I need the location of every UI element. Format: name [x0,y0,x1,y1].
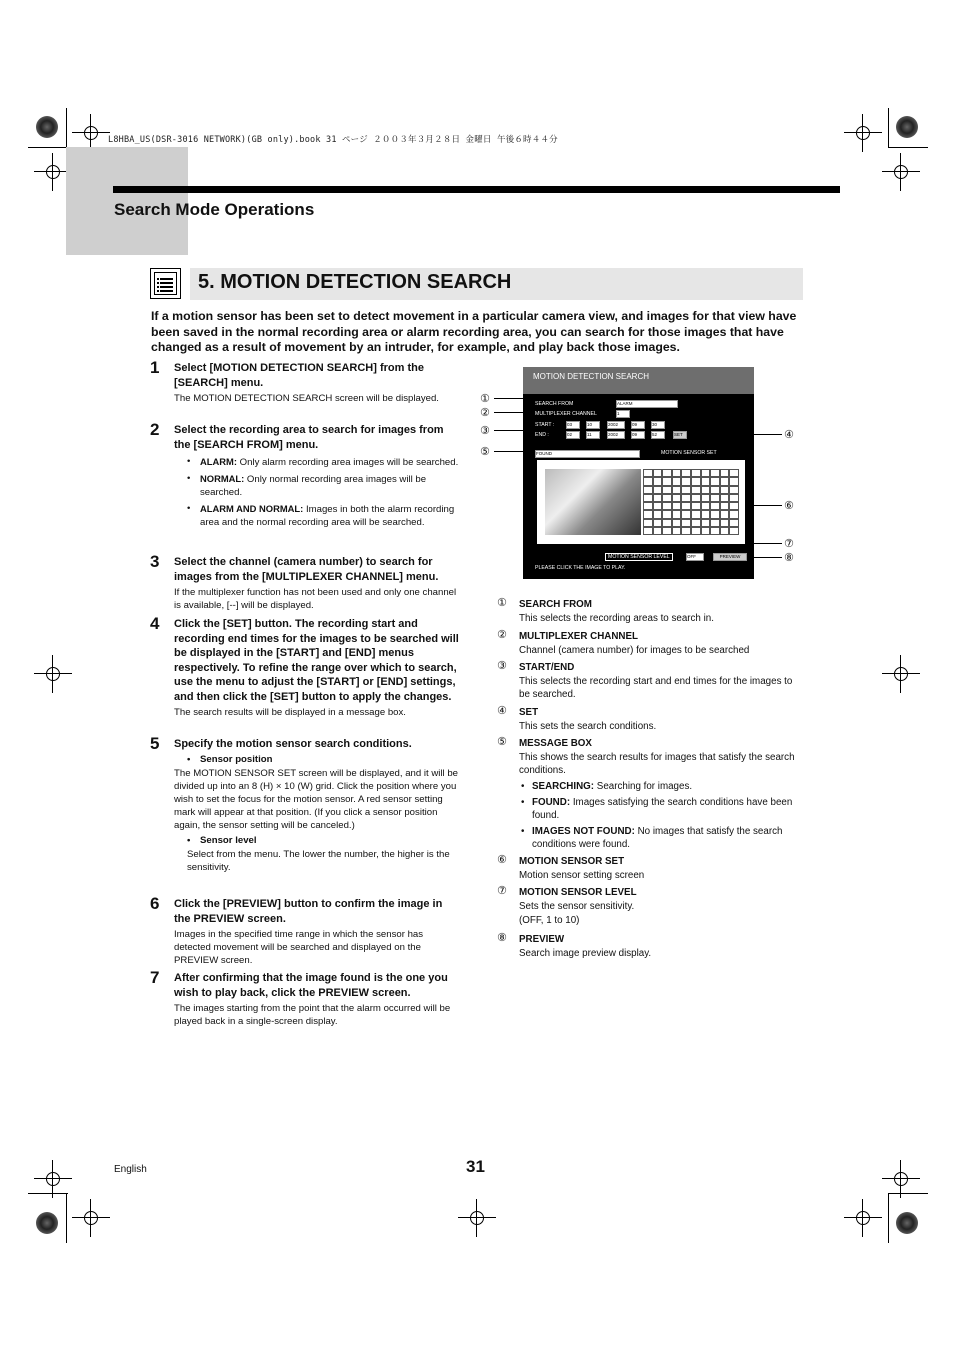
sensor-cell[interactable] [701,486,711,494]
step-3 [150,552,460,612]
sensor-cell[interactable] [691,469,701,477]
step-heading: Click the [PREVIEW] button to confirm the image in the PREVIEW screen. [174,898,443,925]
sensor-cell[interactable] [681,469,691,477]
preview-button[interactable]: PREVIEW [713,553,747,561]
end-label: END : [535,432,549,438]
step-heading: Click the [SET] button. The recording start and recording end times for the images to be searched will be displayed in the [START] and [END] menus respectively. To refine the range over which to search, use the menu to adjust the [START] or [END] settings, and then click the [SET] button to apply the changes. [174,618,459,703]
sensor-cell[interactable] [643,469,653,477]
sensor-cell[interactable] [701,519,711,527]
sensor-cell[interactable] [691,519,701,527]
step-body: The images starting from the point that the alarm occurred will be played back in a single-screen display. [174,1003,451,1027]
crosshair-mark-icon [890,161,912,183]
sensor-cell[interactable] [691,527,701,535]
legend-item: ⑤ MESSAGE BOX This shows the search results for images that satisfy the search conditions. • SEARCHING: Searching for images. • FOUND: Images satisfying the search conditions have been found. • IMAGES NOT FOUND: No images that satisfy the search conditions were found. [497,737,817,851]
callout-1: ① [480,393,490,405]
sensor-cell[interactable] [662,469,672,477]
sensor-cell[interactable] [729,494,739,502]
sensor-cell[interactable] [691,494,701,502]
callout-line [754,543,782,544]
callout-8: ⑧ [784,552,794,564]
sensor-cell[interactable] [710,486,720,494]
sensor-cell[interactable] [662,494,672,502]
step-heading: Select the channel (camera number) to search for images from the [MULTIPLEXER CHANNEL] menu. [174,556,439,583]
callout-6: ⑥ [784,500,794,512]
crosshair-mark-icon [42,1168,64,1190]
sensor-cell[interactable] [653,510,663,518]
callout-7: ⑦ [784,538,794,550]
legend-item: ① SEARCH FROM This selects the recording areas to search in. [497,597,714,624]
start-field[interactable]: 30 [651,421,665,429]
sensor-cell[interactable] [643,486,653,494]
sensor-cell[interactable] [643,502,653,510]
sensor-cell[interactable] [672,469,682,477]
message-box: FOUND [535,450,640,458]
sensor-cell[interactable] [701,477,711,485]
sensor-cell[interactable] [691,502,701,510]
sub-heading: • Sensor level [187,835,460,846]
sensor-cell[interactable] [672,527,682,535]
sensor-cell[interactable] [672,486,682,494]
sensor-cell[interactable] [720,477,730,485]
sensor-cell[interactable] [720,502,730,510]
step-body: If the multiplexer function has not been used and only one channel is available, [--] will be displayed. [174,587,457,611]
sensor-cell[interactable] [691,477,701,485]
page-title: 5. MOTION DETECTION SEARCH [198,271,512,293]
end-field[interactable]: 2002 [607,431,625,439]
sensor-cell[interactable] [710,519,720,527]
legend-item: ⑥ MOTION SENSOR SET Motion sensor setting screen [497,854,645,881]
callout-line [494,398,524,399]
sensor-level-label: MOTION SENSOR LEVEL [605,553,673,561]
callout-5: ⑤ [480,446,490,458]
crosshair-mark-icon [42,161,64,183]
motion-sensor-grid[interactable] [643,469,739,535]
sensor-cell[interactable] [653,494,663,502]
search-from-label: SEARCH FROM [535,401,574,407]
sensor-cell[interactable] [729,502,739,510]
sensor-cell[interactable] [662,527,672,535]
sensor-cell[interactable] [710,477,720,485]
sensor-cell[interactable] [691,486,701,494]
step-number: 1 [150,358,160,377]
sensor-cell[interactable] [672,502,682,510]
sensor-cell[interactable] [720,486,730,494]
sensor-cell[interactable] [729,519,739,527]
crosshair-mark-icon [466,1207,488,1229]
step-number: 5 [150,734,160,753]
step-number: 7 [150,968,160,987]
end-field[interactable]: 02 [566,431,580,439]
step-1 [150,358,460,405]
callout-line [494,451,524,452]
sensor-cell[interactable] [643,510,653,518]
crosshair-mark-icon [80,122,102,144]
crosshair-mark-icon [42,663,64,685]
sensor-cell[interactable] [729,510,739,518]
sensor-cell[interactable] [681,477,691,485]
sensor-cell[interactable] [729,527,739,535]
sensor-cell[interactable] [653,477,663,485]
trim-mark [888,108,889,148]
step-2 [150,420,460,529]
sensor-cell[interactable] [701,469,711,477]
list-item: • ALARM AND NORMAL: Images in both the alarm recording area and the normal recording area will be searched. [187,502,470,529]
start-field[interactable]: 09 [631,421,645,429]
sensor-cell[interactable] [643,527,653,535]
sensor-cell[interactable] [710,527,720,535]
legend-item: ⑦ MOTION SENSOR LEVEL Sets the sensor sensitivity. (OFF, 1 to 10) [497,885,637,926]
file-info: L8HBA_US(DSR-3016 NETWORK)(GB only).book 31 ページ ２００３年３月２８日 金曜日 午後６時４４分 [108,135,558,145]
callout-line [494,430,524,431]
callout-2: ② [480,407,490,419]
crosshair-mark-icon [80,1207,102,1229]
registration-seal-icon [36,116,58,138]
trim-mark [28,1193,68,1194]
camera-preview-image[interactable] [545,469,641,535]
sensor-cell[interactable] [662,477,672,485]
sensor-cell[interactable] [729,469,739,477]
sensor-cell[interactable] [701,502,711,510]
sensor-cell[interactable] [672,510,682,518]
sensor-cell[interactable] [681,494,691,502]
sensor-cell[interactable] [672,494,682,502]
sensor-set-label: MOTION SENSOR SET [661,450,717,456]
crosshair-mark-icon [852,1207,874,1229]
sensor-cell[interactable] [672,519,682,527]
trim-mark [28,147,68,148]
start-field[interactable]: 2002 [607,421,625,429]
step-body: Select from the menu. The lower the number, the higher is the sensitivity. [187,848,450,873]
callout-line [754,505,782,506]
callout-line [494,412,524,413]
sensor-cell[interactable] [662,519,672,527]
step-number: 3 [150,552,160,571]
sensor-cell[interactable] [710,469,720,477]
end-field[interactable]: 09 [631,431,645,439]
registration-seal-icon [896,116,918,138]
legend-item: ④ SET This sets the search conditions. [497,705,657,732]
step-heading: Specify the motion sensor search conditions. [174,738,412,750]
sensor-cell[interactable] [681,486,691,494]
trim-mark [66,108,67,148]
sensor-cell[interactable] [653,502,663,510]
step-body: The MOTION SENSOR SET screen will be displayed, and it will be divided up into an 8 (H) × 10 (W) grid. Click the position where you wish to set the focus for the motion sensor. A red sensor setting mark will appear at that position. (If you click a sensor position again, the sensor setting will be canceled.) [174,767,459,831]
start-field[interactable]: 03 [566,421,580,429]
sensor-cell[interactable] [653,527,663,535]
callout-3: ③ [480,425,490,437]
sensor-cell[interactable] [720,527,730,535]
sensor-cell[interactable] [701,510,711,518]
step-6 [150,894,460,967]
step-5 [150,734,460,874]
step-heading: Select the recording area to search for images from the [SEARCH FROM] menu. [174,424,444,451]
sensor-cell[interactable] [720,519,730,527]
sensor-cell[interactable] [653,486,663,494]
sensor-cell[interactable] [643,519,653,527]
mux-select[interactable]: 1 [616,410,630,418]
sensor-cell[interactable] [710,494,720,502]
sensor-cell[interactable] [710,510,720,518]
sensor-cell[interactable] [729,477,739,485]
step-4 [150,614,460,719]
legend-item: ② MULTIPLEXER CHANNEL Channel (camera number) for images to be searched [497,629,750,656]
step-number: 6 [150,894,160,913]
sensor-cell[interactable] [653,469,663,477]
sensor-cell[interactable] [729,486,739,494]
sensor-cell[interactable] [720,469,730,477]
step-body: The search results will be displayed in a message box. [174,707,406,718]
end-field[interactable]: 11 [586,431,600,439]
step-body: The MOTION DETECTION SEARCH screen will be displayed. [174,393,439,404]
sensor-cell[interactable] [720,510,730,518]
sensor-cell[interactable] [701,527,711,535]
legend-item: ③ START/END This selects the recording start and end times for the images to be searched. [497,660,793,700]
sensor-cell[interactable] [701,494,711,502]
trim-mark [66,1193,67,1243]
start-label: START : [535,422,555,428]
step-heading: Select [MOTION DETECTION SEARCH] from the [SEARCH] menu. [174,362,424,389]
step-body: Images in the specified time range in which the sensor has detected movement will be searched and displayed on the PREVIEW screen. [174,929,424,966]
sensor-cell[interactable] [643,477,653,485]
play-hint: PLEASE CLICK THE IMAGE TO PLAY. [535,565,626,571]
crosshair-mark-icon [890,663,912,685]
sensor-cell[interactable] [643,494,653,502]
list-item: • ALARM: Only alarm recording area images will be searched. [187,455,470,469]
registration-seal-icon [36,1212,58,1234]
trim-mark [888,147,928,148]
step-7 [150,968,460,1028]
sub-heading: • Sensor position [187,754,460,765]
footer-language: English [114,1164,147,1175]
sensor-cell[interactable] [681,519,691,527]
list-icon [150,268,181,299]
page-number: 31 [466,1157,485,1176]
header-rule [113,186,840,193]
sensor-cell[interactable] [662,502,672,510]
registration-seal-icon [896,1212,918,1234]
crosshair-mark-icon [852,122,874,144]
sensor-cell[interactable] [662,510,672,518]
sensor-cell[interactable] [710,502,720,510]
motion-search-screen [523,367,754,579]
search-from-select[interactable]: ALARM [616,400,678,408]
intro-paragraph: If a motion sensor has been set to detect movement in a particular camera view, and images for that view have been saved in the normal recording area or alarm recording area, you can search for those images that have changed as a result of movement by an intruder, for example, and play back those images. [151,309,797,354]
callout-4: ④ [784,429,794,441]
sensor-cell[interactable] [662,486,672,494]
section-title: Search Mode Operations [114,200,315,219]
sensor-cell[interactable] [681,527,691,535]
step-number: 4 [150,614,160,633]
screen-title: MOTION DETECTION SEARCH [523,367,754,394]
sensor-cell[interactable] [653,519,663,527]
trim-mark [888,1193,889,1243]
set-button[interactable]: SET [673,431,687,439]
sensor-cell[interactable] [681,510,691,518]
trim-mark [888,1193,928,1194]
start-field[interactable]: 10 [586,421,600,429]
list-item: • NORMAL: Only normal recording area images will be searched. [187,472,470,499]
step-number: 2 [150,420,160,439]
sensor-cell[interactable] [691,510,701,518]
callout-line [754,434,782,435]
mux-label: MULTIPLEXER CHANNEL [535,411,597,417]
sensor-level-select[interactable]: OFF [686,553,704,561]
sensor-cell[interactable] [672,477,682,485]
crosshair-mark-icon [890,1168,912,1190]
step-heading: After confirming that the image found is the one you wish to play back, click the PREVIEW screen. [174,972,448,999]
sensor-cell[interactable] [681,502,691,510]
end-field[interactable]: 52 [651,431,665,439]
callout-line [754,557,782,558]
sensor-cell[interactable] [720,494,730,502]
legend-item: ⑧ PREVIEW Search image preview display. [497,932,652,959]
